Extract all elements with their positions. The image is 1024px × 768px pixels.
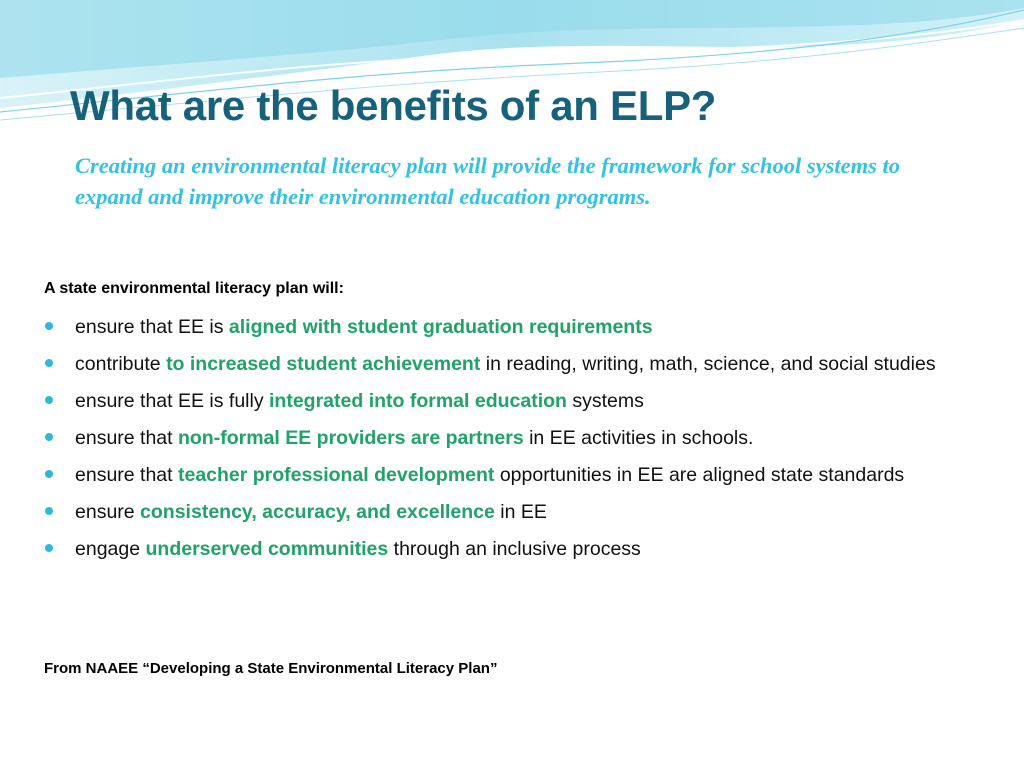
- highlight-text: underserved communities: [145, 538, 389, 560]
- bullet-dot-icon: [45, 359, 53, 367]
- highlight-text: integrated into formal education: [269, 390, 567, 412]
- bullet-dot-icon: [45, 433, 53, 441]
- slide-title: What are the benefits of an ELP?: [70, 82, 717, 129]
- highlight-text: consistency, accuracy, and excellence: [140, 501, 495, 523]
- benefits-list: [44, 312, 974, 571]
- highlight-text: aligned with student graduation requirements: [228, 316, 653, 338]
- list-item: ensure that non-formal EE providers are partners in EE activities in schools.: [44, 423, 974, 454]
- list-item: contribute to increased student achievement in reading, writing, math, science, and social studies: [44, 349, 974, 380]
- list-intro: A state environmental literacy plan will:: [44, 280, 344, 297]
- highlight-text: teacher professional development: [177, 464, 495, 486]
- list-item: ensure that EE is fully integrated into formal education systems: [44, 386, 974, 417]
- bullet-dot-icon: [45, 507, 53, 515]
- list-item: ensure consistency, accuracy, and excellence in EE: [44, 497, 974, 528]
- list-item: ensure that teacher professional development opportunities in EE are aligned state standards: [44, 460, 974, 491]
- highlight-text: non-formal EE providers are partners: [177, 427, 524, 449]
- slide-subtitle: Creating an environmental literacy plan will provide the framework for school systems to expand and improve their environmental education programs.: [75, 153, 901, 209]
- list-item: engage underserved communities through an inclusive process: [44, 534, 974, 565]
- bullet-dot-icon: [45, 396, 53, 404]
- source-citation: From NAAEE “Developing a State Environmental Literacy Plan”: [44, 660, 498, 677]
- bullet-dot-icon: [45, 470, 53, 478]
- list-item: ensure that EE is aligned with student graduation requirements: [44, 312, 974, 343]
- bullet-dot-icon: [45, 544, 53, 552]
- bullet-dot-icon: [45, 322, 53, 330]
- highlight-text: to increased student achievement: [166, 353, 481, 375]
